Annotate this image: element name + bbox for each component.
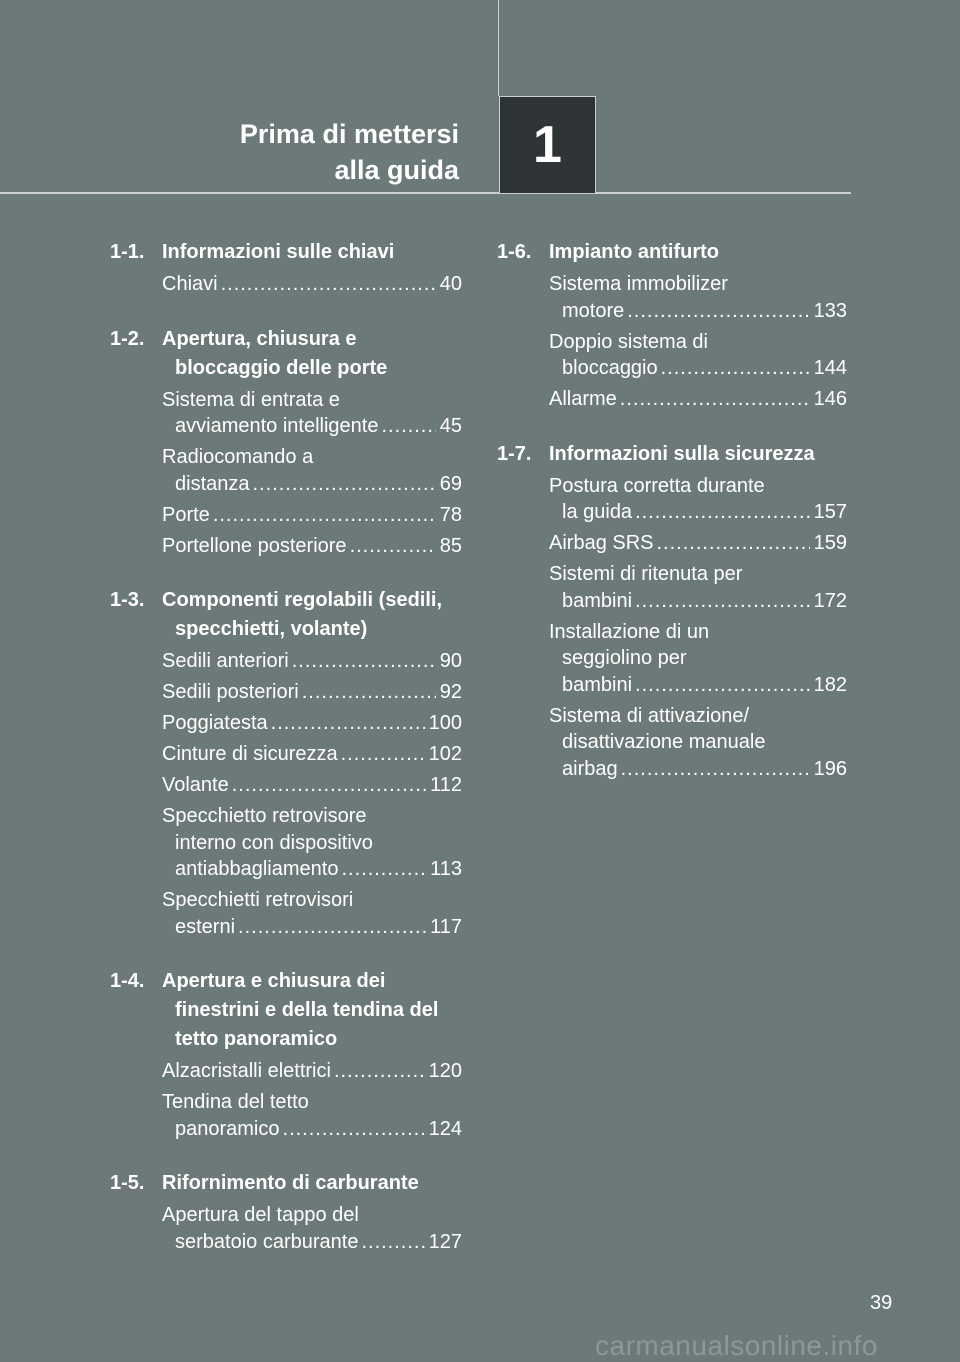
dot-leader (381, 413, 435, 440)
toc-entry[interactable] (162, 1089, 462, 1142)
entry-page-number: 133 (813, 299, 847, 322)
toc-left-column (110, 238, 462, 1282)
entry-last-line (549, 355, 847, 382)
entry-last-line (162, 1058, 462, 1085)
entry-last-line (549, 588, 847, 615)
entry-page-number: 78 (439, 503, 462, 526)
toc-entry[interactable] (162, 533, 462, 560)
section-title: Componenti regolabili (sedili, specchietti, volante) (162, 589, 443, 640)
toc-entry[interactable] (162, 1202, 462, 1255)
dot-leader (341, 741, 425, 768)
entry-page-number: 102 (428, 743, 462, 765)
entry-text: Doppio sistema di (549, 330, 708, 353)
entry-last-line (162, 413, 462, 440)
section-heading (110, 238, 462, 267)
dot-leader (283, 1116, 425, 1143)
section-number: 1-4. (110, 970, 145, 992)
entry-text: la guida (562, 501, 633, 523)
entry-last-line (549, 756, 847, 783)
entry-page-number: 172 (813, 589, 847, 612)
toc-entry[interactable] (162, 710, 462, 737)
entry-page-number: 69 (439, 472, 462, 495)
chapter-number: 1 (533, 116, 562, 174)
dot-leader (627, 298, 809, 325)
section-title: Rifornimento di carburante (162, 1172, 419, 1194)
entry-text: Alzacristalli elettrici (162, 1060, 331, 1082)
entry-text: panoramico (175, 1117, 280, 1140)
entry-page-number: 182 (813, 673, 847, 696)
entry-last-line (549, 499, 847, 526)
entry-page-number: 113 (430, 858, 462, 880)
entry-text: Allarme (549, 388, 617, 410)
entry-last-line (162, 856, 462, 883)
watermark: carmanualsonline.info (595, 1330, 878, 1361)
entry-text: antiabbagliamento (175, 858, 339, 880)
dot-leader (661, 355, 810, 382)
entry-text: Sedili anteriori (162, 650, 289, 672)
toc-entry[interactable] (549, 703, 847, 783)
section-title: Informazioni sulle chiavi (162, 241, 395, 263)
toc-section (110, 586, 462, 940)
section-title: Apertura e chiusura dei finestrini e della tendina del tetto panoramico (162, 970, 439, 1050)
entry-last-line (162, 502, 462, 529)
toc-section (110, 238, 462, 298)
entry-page-number: 40 (439, 273, 462, 295)
page-number: 39 (870, 1292, 893, 1314)
entry-text: Sistema di entrata e (162, 388, 340, 411)
entry-text: interno con dispositivo (175, 831, 373, 854)
toc-section (110, 1169, 462, 1255)
dot-leader (620, 386, 810, 413)
entry-page-number: 159 (813, 532, 847, 554)
entry-page-number: 117 (430, 915, 462, 938)
chapter-title (240, 116, 459, 188)
entry-last-line (162, 1229, 462, 1256)
entry-text: Sistema di attivazione/ (549, 704, 750, 727)
toc-entry[interactable] (549, 619, 847, 699)
section-title: Informazioni sulla sicurezza (549, 442, 815, 465)
entry-text: Cinture di sicurezza (162, 743, 338, 765)
entry-page-number: 92 (439, 681, 462, 703)
toc-entry[interactable] (162, 444, 462, 497)
dot-leader (238, 914, 426, 941)
dot-leader (350, 533, 436, 560)
entry-text: esterni (175, 915, 236, 938)
toc-entry[interactable] (162, 741, 462, 768)
section-number: 1-2. (110, 327, 145, 350)
entry-last-line (549, 530, 847, 557)
toc-section (497, 440, 847, 783)
section-title: Impianto antifurto (549, 241, 719, 263)
toc-entry[interactable] (162, 772, 462, 799)
entry-last-line (162, 772, 462, 799)
entry-page-number: 85 (439, 534, 462, 557)
header-vertical-rule (498, 0, 499, 96)
entry-text: Sedili posteriori (162, 681, 299, 703)
section-number: 1-3. (110, 589, 145, 611)
section-number: 1-6. (497, 241, 532, 263)
entry-text: serbatoio carburante (175, 1230, 359, 1253)
entry-text: Postura corretta durante (549, 474, 765, 497)
toc-entry[interactable] (549, 329, 847, 382)
header-horizontal-rule (0, 192, 851, 194)
dot-leader (621, 756, 810, 783)
entry-text: seggiolino per (562, 647, 687, 669)
dot-leader (635, 499, 810, 526)
toc-entry[interactable] (162, 502, 462, 529)
section-heading (110, 325, 462, 383)
toc-entry[interactable] (549, 530, 847, 557)
entry-page-number: 127 (428, 1230, 462, 1253)
toc-entry[interactable] (162, 648, 462, 675)
toc-right-column (497, 238, 847, 809)
entry-text: Volante (162, 774, 229, 796)
section-number: 1-7. (497, 442, 532, 465)
entry-last-line (549, 672, 847, 699)
section-heading (110, 1169, 462, 1198)
toc-entry[interactable] (549, 271, 847, 324)
entry-last-line (162, 471, 462, 498)
entry-last-line (162, 1116, 462, 1143)
entry-page-number: 146 (813, 388, 847, 410)
entry-page-number: 124 (428, 1117, 462, 1140)
entry-text: Sistemi di ritenuta per (549, 563, 743, 585)
entry-text: Portellone posteriore (162, 534, 347, 557)
entry-page-number: 100 (428, 712, 462, 734)
dot-leader (253, 471, 436, 498)
dot-leader (341, 856, 426, 883)
entry-page-number: 112 (430, 774, 462, 796)
entry-page-number: 90 (439, 650, 462, 672)
toc-section (497, 238, 847, 413)
entry-last-line (162, 533, 462, 560)
toc-entry[interactable] (549, 386, 847, 413)
toc-entry[interactable] (162, 1058, 462, 1085)
entry-text: motore (562, 299, 625, 322)
entry-text: Specchietti retrovisori (162, 889, 354, 911)
dot-leader (361, 1229, 424, 1256)
dot-leader (213, 502, 436, 529)
chapter-title-line1: Prima di mettersi (239, 119, 459, 149)
dot-leader (635, 588, 810, 615)
entry-last-line (162, 648, 462, 675)
entry-text: airbag (562, 757, 618, 780)
entry-text: Tendina del tetto (162, 1091, 309, 1113)
section-heading (497, 238, 847, 267)
section-number: 1-1. (110, 241, 145, 263)
entry-last-line (162, 271, 462, 298)
entry-text: Poggiatesta (162, 712, 268, 734)
entry-text: distanza (175, 472, 250, 495)
entry-page-number: 157 (813, 501, 847, 523)
dot-leader (334, 1058, 425, 1085)
chapter-number-box (499, 96, 596, 193)
entry-text: bloccaggio (562, 357, 658, 379)
entry-text: Porte (162, 503, 210, 526)
dot-leader (302, 679, 436, 706)
section-heading (110, 967, 462, 1054)
entry-page-number: 196 (813, 757, 847, 780)
entry-last-line (549, 386, 847, 413)
entry-text: bambini (562, 589, 633, 612)
entry-text: bambini (562, 673, 633, 696)
section-title: Apertura, chiusura e bloccaggio delle porte (162, 327, 388, 379)
entry-last-line (549, 298, 847, 325)
entry-text: Radiocomando a (162, 446, 314, 468)
entry-last-line (162, 741, 462, 768)
toc-entry[interactable] (549, 561, 847, 614)
dot-leader (292, 648, 436, 675)
entry-text: Chiavi (162, 273, 218, 295)
entry-text: Specchietto retrovisore (162, 805, 367, 827)
section-number: 1-5. (110, 1172, 145, 1194)
entry-text: Sistema immobilizer (549, 273, 728, 295)
entry-text: avviamento intelligente (175, 415, 379, 437)
dot-leader (221, 271, 436, 298)
toc-section (110, 325, 462, 560)
section-heading (497, 440, 847, 469)
toc-section (110, 967, 462, 1142)
entry-last-line (162, 710, 462, 737)
dot-leader (232, 772, 426, 799)
dot-leader (635, 672, 810, 699)
toc-entry[interactable] (162, 803, 462, 883)
toc-entry[interactable] (162, 271, 462, 298)
toc-entry[interactable] (162, 679, 462, 706)
toc-entry[interactable] (549, 473, 847, 526)
dot-leader (657, 530, 810, 557)
entry-text: Apertura del tappo del (162, 1204, 359, 1226)
entry-text: Airbag SRS (549, 532, 654, 554)
toc-entry[interactable] (162, 387, 462, 440)
section-heading (110, 586, 462, 644)
toc-entry[interactable] (162, 887, 462, 940)
entry-text: Installazione di un (549, 620, 710, 643)
entry-last-line (162, 679, 462, 706)
entry-last-line (162, 914, 462, 941)
chapter-title-line2: alla guida (334, 155, 459, 185)
dot-leader (271, 710, 425, 737)
entry-page-number: 144 (813, 357, 847, 379)
entry-text: disattivazione manuale (562, 731, 766, 753)
entry-page-number: 120 (428, 1060, 462, 1082)
entry-page-number: 45 (439, 415, 462, 437)
